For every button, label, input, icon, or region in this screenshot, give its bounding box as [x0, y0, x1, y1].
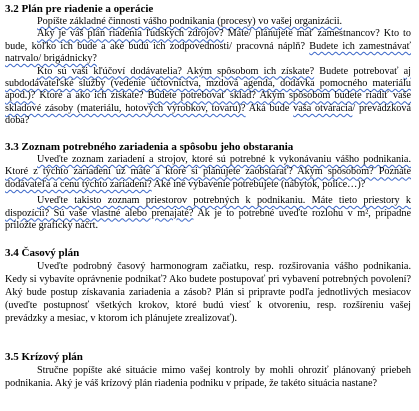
- grammar-flagged-text: Aký je váš plán riadenia ľudských zdrojov?: [37, 28, 224, 40]
- section-heading: 3.2 Plán pre riadenie a operácie: [5, 3, 154, 15]
- text-run: Máte/ plánujete mať zamestnancov? Kto to bude, koľko ich bude a aké budú ich zodpovednosti/ pracovná náplň?: [5, 28, 411, 52]
- grammar-flagged-text: Budete ich zamestnávať natrvalo/ brigádnicky?: [5, 40, 411, 65]
- text-run: Ak je to potrebné uveďte rozlohu v m², prípadne priložte grafický náčrt.: [5, 207, 411, 232]
- text-run: / prevádzková doba?: [5, 102, 412, 127]
- text-run: Budete potrebovať: [314, 65, 404, 77]
- grammar-flagged-text: Uveďte zoznam zariadení a strojov, ktoré sú potrebné k vykonávaniu vášho podnikania. Ktoré z týchto zariadení už máte a ktoré si plánujete zaobstarať? Akým spôsobom? Poznáte dodávateľa a cenu týchto zariadení?: [5, 154, 411, 190]
- paragraph[interactable]: [5, 16, 411, 28]
- grammar-flagged-text: Budete potrebovať sklad? Akým spôsobom budete riadiť vaše skladové zásoby (materiálu, hotových výrobkov, tovaru)?: [5, 90, 411, 114]
- grammar-flagged-text: Uveďte takisto zoznam priestorov potrebných k podnikaniu. Máte tieto priestory k dispozícii? Sú vaše vlastné alebo prenajaté?: [5, 195, 411, 219]
- text-run: Aká bude: [245, 102, 294, 114]
- text-run: Aké iné vybavenie potrebujete (nábytok, police…)?: [151, 178, 366, 190]
- text-run: Ktoré a ako ich získate?: [35, 90, 148, 102]
- text-run: Stručne popíšte aké situácie mimo vašej kontroly by mohli ohroziť plánovaný priebeh podnikania. Aký je váš krízový plán riadenia podniku v prípade, že takéto situácia nastane?: [5, 365, 411, 389]
- text-run: Uveďte podrobný časový harmonogram začiatku, resp. rozširovania vášho podnikania. Kedy si vybavíte oprávnenie podnikať? Ako budete postupovať pri vybavení potrebných povolení? Aký bude postup získavania zariadenia a zásob? Plán si pripravte podľa jednotlivých mesiacov (uveďte postupnosť všetkých krokov, ktoré budú viesť k otvoreniu, resp. rozšíreniu vašej prevádzky a mesiac, v ktorom ich plánujete zrealizovať).: [5, 261, 411, 324]
- section-operations-plan: [5, 2, 411, 128]
- grammar-flagged-text: vaša otváracia: [293, 102, 353, 114]
- paragraph[interactable]: [5, 28, 411, 65]
- section-equipment-list: [5, 140, 411, 232]
- section-crisis-plan: [5, 350, 411, 390]
- grammar-flagged-text: aj subdodávateľské služby (vedenie účtovníctva, mzdová agenda, dodávka pomocného materiálu apod.)?: [5, 65, 411, 102]
- paragraph[interactable]: [5, 195, 411, 232]
- paragraph[interactable]: [5, 154, 411, 191]
- paragraph[interactable]: [5, 66, 411, 128]
- section-heading: 3.4 Časový plán: [5, 247, 80, 259]
- grammar-flagged-text: Popíšte základné činnosti vášho podnikania (procesy) vo vašej organizácii.: [37, 16, 343, 27]
- grammar-flagged-text: Kto sú vaši kľúčoví dodávatelia? Akým spôsobom ich získate?: [37, 65, 315, 77]
- paragraph[interactable]: [5, 364, 411, 390]
- section-heading: 3.5 Krízový plán: [5, 351, 83, 363]
- section-heading: 3.3 Zoznam potrebného zariadenia a spôsobu jeho obstarania: [5, 141, 294, 153]
- paragraph[interactable]: [5, 260, 411, 325]
- section-time-plan: [5, 246, 411, 325]
